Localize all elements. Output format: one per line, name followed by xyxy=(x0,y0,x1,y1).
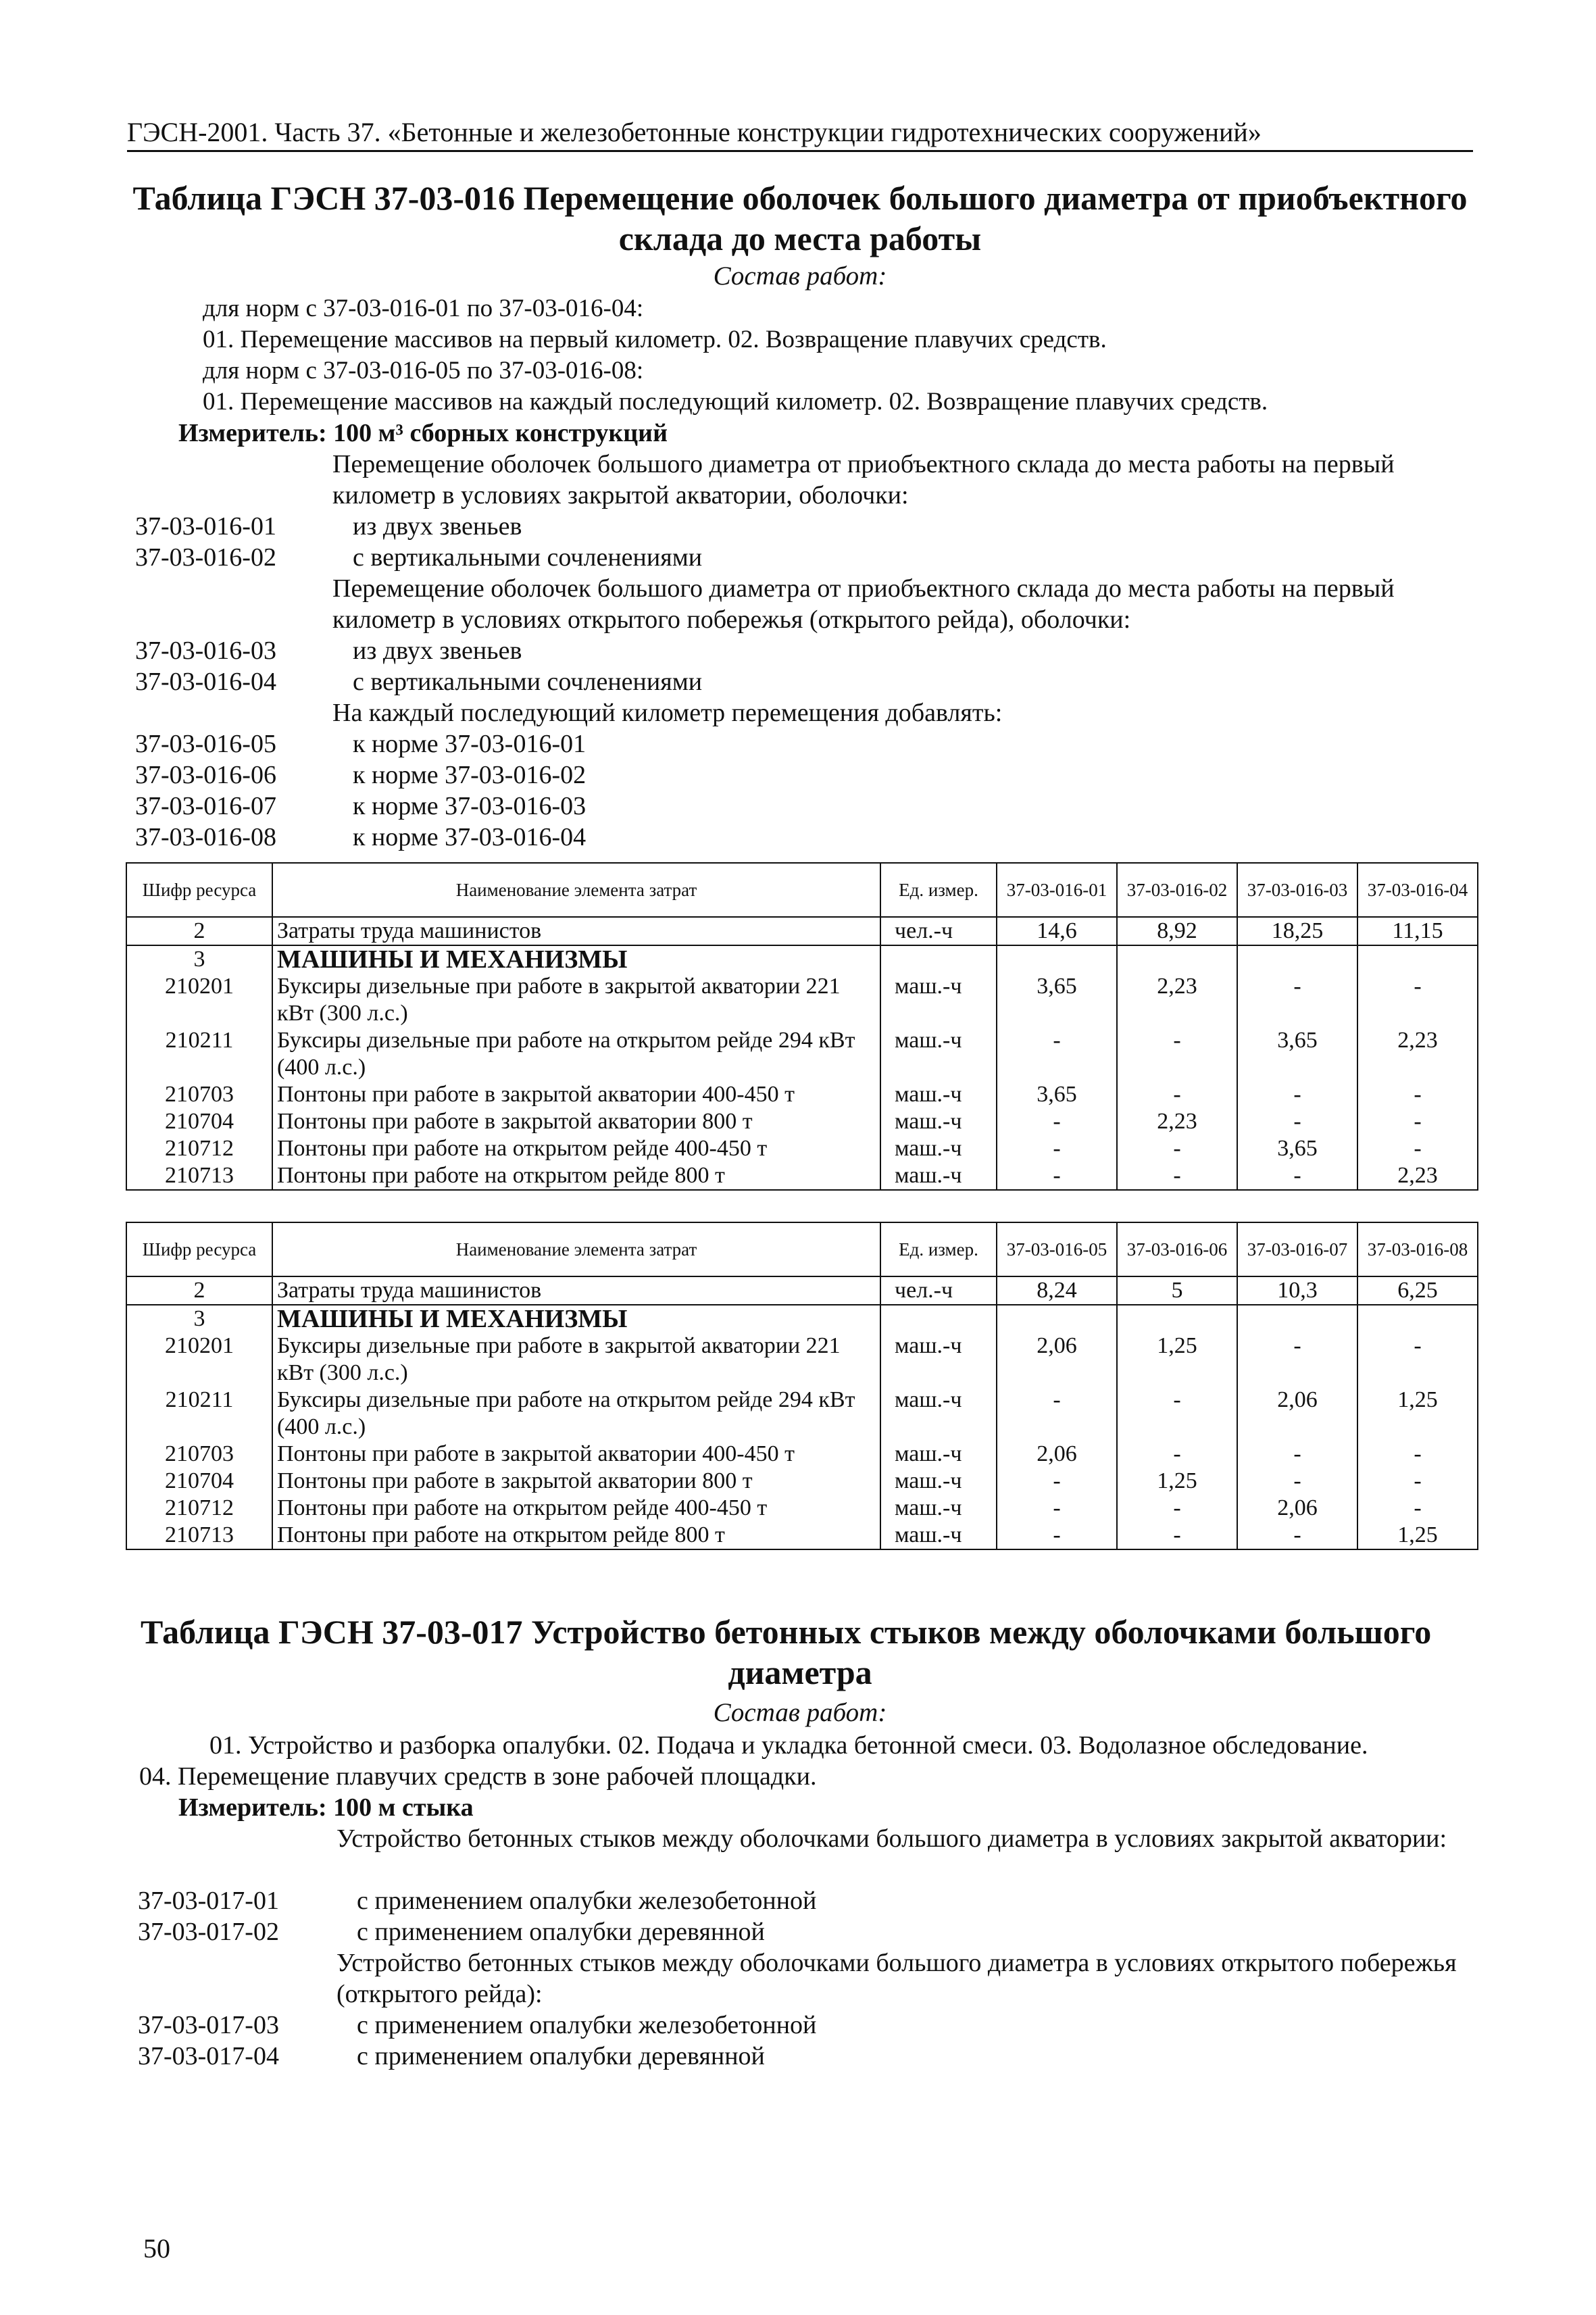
header-unit: Ед. измер. xyxy=(880,863,997,917)
resource-code: 210712 xyxy=(126,1495,272,1522)
norm-code: 37-03-016-06 xyxy=(135,761,276,789)
resource-unit: маш.-ч xyxy=(880,1468,997,1495)
norm-description: из двух звеньев xyxy=(353,512,522,541)
norm-value: - xyxy=(1237,1522,1357,1549)
resource-unit: маш.-ч xyxy=(880,1522,997,1549)
table-016-sostav: Состав работ: xyxy=(713,262,887,291)
norm-value: 5 xyxy=(1117,1276,1237,1305)
resource-code: 210704 xyxy=(126,1108,272,1135)
norm-value: 14,6 xyxy=(997,917,1117,945)
norm-value: - xyxy=(1237,1081,1357,1108)
table-row xyxy=(126,1276,1478,1305)
norm-value: 10,3 xyxy=(1237,1276,1357,1305)
header-norm-col: 37-03-016-04 xyxy=(1357,863,1478,917)
table-row xyxy=(126,973,1478,1027)
norm-description: с вертикальными сочленениями xyxy=(353,543,703,572)
header-shifr: Шифр ресурса xyxy=(126,1222,272,1276)
resource-name: Затраты труда машинистов xyxy=(272,1276,880,1305)
resource-name: Буксиры дизельные при работе в закрытой акватории 221 кВт (300 л.с.) xyxy=(272,973,880,1027)
resource-table-2 xyxy=(126,1222,1478,1550)
header-norm-col: 37-03-016-02 xyxy=(1117,863,1237,917)
norm-code: 37-03-016-02 xyxy=(135,543,276,572)
norm-value: - xyxy=(1237,1468,1357,1495)
norm-value: - xyxy=(1117,1495,1237,1522)
table-row xyxy=(126,1027,1478,1081)
norm-value: - xyxy=(1237,1108,1357,1135)
resource-name: Понтоны при работе в закрытой акватории 400-450 т xyxy=(272,1441,880,1468)
norm-code: 37-03-016-04 xyxy=(135,668,276,696)
norm-value: - xyxy=(1357,1468,1478,1495)
table-row xyxy=(126,1441,1478,1468)
resource-code: 210201 xyxy=(126,973,272,1027)
norm-value: - xyxy=(1117,1441,1237,1468)
norm-value: 8,92 xyxy=(1117,917,1237,945)
table-row xyxy=(126,1081,1478,1108)
running-header: ГЭСН-2001. Часть 37. «Бетонные и железобетонные конструкции гидротехнических сооружений» xyxy=(127,117,1262,147)
resource-code: 210713 xyxy=(126,1522,272,1549)
norm-value: - xyxy=(997,1495,1117,1522)
table-016-izmeritel: Измеритель: 100 м³ сборных конструкций xyxy=(178,419,668,447)
resource-code: 210704 xyxy=(126,1468,272,1495)
table-row xyxy=(126,1108,1478,1135)
work-line: для норм с 37-03-016-05 по 37-03-016-08: xyxy=(203,357,644,384)
norm-value: - xyxy=(1117,1027,1237,1081)
norm-value: 3,65 xyxy=(997,973,1117,1027)
norm-description: к норме 37-03-016-04 xyxy=(353,823,587,851)
group-intro: Перемещение оболочек большого диаметра от приобъектного склада до места работы на первый километр в условиях закрытой акватории, оболочки: xyxy=(332,450,1395,509)
norm-value: - xyxy=(1117,1387,1237,1441)
table-016-title-line1: Таблица ГЭСН 37-03-016 Перемещение оболочек большого диаметра от приобъектного xyxy=(132,179,1468,217)
resource-unit: маш.-ч xyxy=(880,1441,997,1468)
norm-value: 3,65 xyxy=(997,1081,1117,1108)
resource-name: Понтоны при работе на открытом рейде 400-450 т xyxy=(272,1495,880,1522)
table-row xyxy=(126,1333,1478,1387)
resource-name: Буксиры дизельные при работе в закрытой акватории 221 кВт (300 л.с.) xyxy=(272,1333,880,1387)
norm-value: 2,06 xyxy=(1237,1495,1357,1522)
resource-unit: маш.-ч xyxy=(880,1081,997,1108)
norm-code: 37-03-017-01 xyxy=(138,1887,279,1915)
table-row xyxy=(126,1468,1478,1495)
norm-value: - xyxy=(997,1522,1117,1549)
resource-code: 210713 xyxy=(126,1162,272,1190)
norm-value: - xyxy=(1117,1522,1237,1549)
norm-value: 2,23 xyxy=(1357,1027,1478,1081)
norm-description: с применением опалубки деревянной xyxy=(357,1918,765,1946)
norm-value: 1,25 xyxy=(1357,1387,1478,1441)
header-rule xyxy=(127,150,1473,152)
work-line: 04. Перемещение плавучих средств в зоне рабочей площадки. xyxy=(139,1762,817,1791)
table-017-title-line1: Таблица ГЭСН 37-03-017 Устройство бетонных стыков между оболочками большого xyxy=(141,1613,1432,1651)
norm-description: с применением опалубки железобетонной xyxy=(357,2011,817,2039)
norm-value: - xyxy=(1357,1081,1478,1108)
table-016-title-line2: склада до места работы xyxy=(618,220,982,257)
resource-code: 3 xyxy=(126,945,272,973)
norm-value: - xyxy=(1237,1441,1357,1468)
resource-code: 210703 xyxy=(126,1441,272,1468)
norm-value: - xyxy=(997,1468,1117,1495)
table-row xyxy=(126,1522,1478,1549)
table-header-row xyxy=(126,1222,1478,1276)
work-line: для норм с 37-03-016-01 по 37-03-016-04: xyxy=(203,295,644,322)
norm-description: с применением опалубки железобетонной xyxy=(357,1887,817,1915)
resource-code: 210211 xyxy=(126,1027,272,1081)
resource-name: Понтоны при работе на открытом рейде 800 т xyxy=(272,1162,880,1190)
work-line: 01. Перемещение массивов на каждый последующий километр. 02. Возвращение плавучих средств. xyxy=(203,388,1268,416)
page-number: 50 xyxy=(143,2233,170,2264)
norm-value: - xyxy=(1357,1333,1478,1387)
norm-code: 37-03-016-08 xyxy=(135,823,276,851)
norm-code: 37-03-017-04 xyxy=(138,2042,279,2070)
norm-description: с вертикальными сочленениями xyxy=(353,668,703,696)
resource-table-1 xyxy=(126,862,1478,1191)
norm-value: - xyxy=(997,1108,1117,1135)
resource-code: 3 xyxy=(126,1305,272,1333)
norm-value: - xyxy=(1117,1081,1237,1108)
resource-name: Буксиры дизельные при работе на открытом рейде 294 кВт (400 л.с.) xyxy=(272,1387,880,1441)
resource-unit: маш.-ч xyxy=(880,1108,997,1135)
norm-code: 37-03-017-02 xyxy=(138,1918,279,1946)
resource-name: Понтоны при работе на открытом рейде 800 т xyxy=(272,1522,880,1549)
norm-value: - xyxy=(997,1027,1117,1081)
norm-value: 2,23 xyxy=(1117,973,1237,1027)
header-norm-col: 37-03-016-03 xyxy=(1237,863,1357,917)
norm-description: с применением опалубки деревянной xyxy=(357,2042,765,2070)
norm-value: 8,24 xyxy=(997,1276,1117,1305)
resource-name: Затраты труда машинистов xyxy=(272,917,880,945)
section-title: МАШИНЫ И МЕХАНИЗМЫ xyxy=(272,945,880,973)
norm-description: к норме 37-03-016-02 xyxy=(353,761,587,789)
norm-code: 37-03-016-03 xyxy=(135,637,276,665)
norm-value: 2,06 xyxy=(997,1333,1117,1387)
section-title: МАШИНЫ И МЕХАНИЗМЫ xyxy=(272,1305,880,1333)
norm-value: - xyxy=(1117,1162,1237,1190)
resource-code: 210703 xyxy=(126,1081,272,1108)
header-norm-col: 37-03-016-06 xyxy=(1117,1222,1237,1276)
resource-code: 2 xyxy=(126,917,272,945)
norm-value: - xyxy=(1357,1495,1478,1522)
resource-name: Понтоны при работе в закрытой акватории 400-450 т xyxy=(272,1081,880,1108)
norm-value: - xyxy=(1357,1135,1478,1162)
norm-value: - xyxy=(997,1135,1117,1162)
norm-value: 1,25 xyxy=(1357,1522,1478,1549)
resource-unit: маш.-ч xyxy=(880,1495,997,1522)
resource-unit: маш.-ч xyxy=(880,1135,997,1162)
resource-code: 210201 xyxy=(126,1333,272,1387)
resource-unit: маш.-ч xyxy=(880,1162,997,1190)
table-section-row xyxy=(126,945,1478,973)
norm-value: 1,25 xyxy=(1117,1468,1237,1495)
resource-name: Понтоны при работе в закрытой акватории 800 т xyxy=(272,1108,880,1135)
table-row xyxy=(126,917,1478,945)
norm-value: 2,06 xyxy=(1237,1387,1357,1441)
resource-unit: чел.-ч xyxy=(880,1276,997,1305)
norm-value: - xyxy=(1237,973,1357,1027)
table-row xyxy=(126,1495,1478,1522)
norm-value: - xyxy=(997,1162,1117,1190)
table-017-sostav: Состав работ: xyxy=(713,1698,887,1727)
norm-value: - xyxy=(1117,1135,1237,1162)
header-unit: Ед. измер. xyxy=(880,1222,997,1276)
table-row xyxy=(126,1135,1478,1162)
resource-unit: маш.-ч xyxy=(880,973,997,1027)
header-norm-col: 37-03-016-08 xyxy=(1357,1222,1478,1276)
resource-code: 2 xyxy=(126,1276,272,1305)
resource-code: 210712 xyxy=(126,1135,272,1162)
header-name: Наименование элемента затрат xyxy=(272,863,880,917)
table-017-title-line2: диаметра xyxy=(728,1653,872,1691)
norm-value: 2,06 xyxy=(997,1441,1117,1468)
header-shifr: Шифр ресурса xyxy=(126,863,272,917)
work-line: 01. Устройство и разборка опалубки. 02. Подача и укладка бетонной смеси. 03. Водолазное обследование. xyxy=(209,1731,1368,1760)
norm-description: к норме 37-03-016-01 xyxy=(353,730,587,758)
norm-description: к норме 37-03-016-03 xyxy=(353,792,587,820)
norm-value: 3,65 xyxy=(1237,1027,1357,1081)
table-row xyxy=(126,1162,1478,1190)
table-017-izmeritel: Измеритель: 100 м стыка xyxy=(178,1793,474,1822)
resource-name: Буксиры дизельные при работе на открытом рейде 294 кВт (400 л.с.) xyxy=(272,1027,880,1081)
group-intro: На каждый последующий километр перемещения добавлять: xyxy=(332,699,1003,727)
norm-value: 6,25 xyxy=(1357,1276,1478,1305)
norm-value: - xyxy=(1357,1108,1478,1135)
norm-value: - xyxy=(1357,1441,1478,1468)
resource-unit: маш.-ч xyxy=(880,1027,997,1081)
norm-value: 1,25 xyxy=(1117,1333,1237,1387)
norm-code: 37-03-016-05 xyxy=(135,730,276,758)
group-intro: Устройство бетонных стыков между оболочками большого диаметра в условиях закрытой акватории: xyxy=(336,1824,1447,1853)
header-norm-col: 37-03-016-05 xyxy=(997,1222,1117,1276)
group-intro: Перемещение оболочек большого диаметра от приобъектного склада до места работы на первый километр в условиях открытого побережья (открытого рейда), оболочки: xyxy=(332,574,1395,634)
norm-value: 18,25 xyxy=(1237,917,1357,945)
norm-code: 37-03-016-01 xyxy=(135,512,276,541)
norm-value: - xyxy=(1357,973,1478,1027)
header-norm-col: 37-03-016-07 xyxy=(1237,1222,1357,1276)
norm-value: 2,23 xyxy=(1117,1108,1237,1135)
table-section-row xyxy=(126,1305,1478,1333)
norm-description: из двух звеньев xyxy=(353,637,522,665)
resource-name: Понтоны при работе на открытом рейде 400-450 т xyxy=(272,1135,880,1162)
header-norm-col: 37-03-016-01 xyxy=(997,863,1117,917)
norm-value: - xyxy=(1237,1333,1357,1387)
norm-value: - xyxy=(997,1387,1117,1441)
norm-value: 3,65 xyxy=(1237,1135,1357,1162)
resource-unit: маш.-ч xyxy=(880,1333,997,1387)
norm-value: - xyxy=(1237,1162,1357,1190)
resource-unit: чел.-ч xyxy=(880,917,997,945)
group-intro: Устройство бетонных стыков между оболочками большого диаметра в условиях открытого побережья (открытого рейда): xyxy=(336,1949,1457,2008)
norm-code: 37-03-017-03 xyxy=(138,2011,279,2039)
header-name: Наименование элемента затрат xyxy=(272,1222,880,1276)
table-header-row xyxy=(126,863,1478,917)
resource-code: 210211 xyxy=(126,1387,272,1441)
resource-unit: маш.-ч xyxy=(880,1387,997,1441)
resource-name: Понтоны при работе в закрытой акватории 800 т xyxy=(272,1468,880,1495)
table-row xyxy=(126,1387,1478,1441)
norm-code: 37-03-016-07 xyxy=(135,792,276,820)
norm-value: 2,23 xyxy=(1357,1162,1478,1190)
work-line: 01. Перемещение массивов на первый километр. 02. Возвращение плавучих средств. xyxy=(203,326,1107,353)
norm-value: 11,15 xyxy=(1357,917,1478,945)
